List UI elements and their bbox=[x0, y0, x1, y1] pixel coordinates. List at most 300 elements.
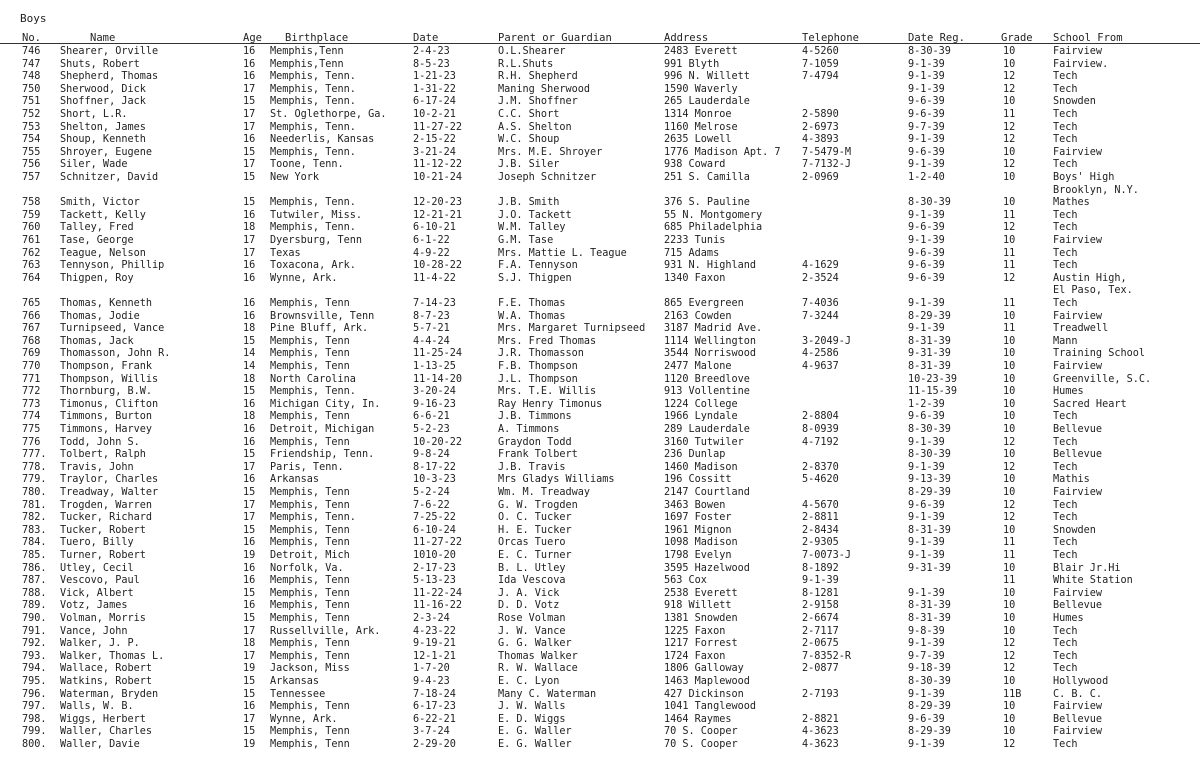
row-number: 776 bbox=[22, 436, 41, 448]
birthplace: Memphis,Tenn bbox=[270, 46, 344, 57]
birth-date: 11-4-22 bbox=[413, 272, 456, 284]
date-registered: 9-6-39 bbox=[908, 260, 945, 272]
parent-guardian: Orcas Tuero bbox=[498, 537, 566, 549]
parent-guardian: Mrs. Margaret Turnipseed bbox=[498, 323, 646, 335]
row-number: 757 bbox=[22, 172, 41, 183]
parent-guardian: O.L.Shearer bbox=[498, 46, 566, 57]
row-number: 792. bbox=[22, 638, 47, 650]
school-from: Sacred Heart bbox=[1053, 398, 1127, 410]
grade: 10 bbox=[1003, 398, 1016, 410]
address: 1697 Foster bbox=[664, 512, 732, 524]
grade: 10 bbox=[1003, 701, 1016, 713]
parent-guardian: J. W. Walls bbox=[498, 701, 566, 713]
row-number: 786. bbox=[22, 562, 47, 574]
birth-date: 1-31-22 bbox=[413, 83, 456, 95]
grade: 11 bbox=[1003, 260, 1016, 272]
birth-date: 2-15-22 bbox=[413, 134, 456, 146]
grade: 11 bbox=[1003, 209, 1016, 221]
school-from: Fairview bbox=[1053, 235, 1103, 246]
age: 17 bbox=[243, 499, 256, 511]
age: 16 bbox=[243, 474, 256, 486]
address: 1225 Faxon bbox=[664, 625, 726, 637]
birthplace: Memphis, Tenn. bbox=[270, 146, 356, 158]
age: 17 bbox=[243, 235, 256, 246]
grade: 12 bbox=[1003, 499, 1016, 511]
parent-guardian: Joseph Schnitzer bbox=[498, 172, 597, 183]
address: 196 Cossitt bbox=[664, 474, 732, 486]
birthplace: Memphis, Tenn bbox=[270, 487, 350, 498]
parent-guardian: O. C. Tucker bbox=[498, 512, 572, 524]
row-number: 746 bbox=[22, 46, 41, 57]
parent-guardian: E. C. Turner bbox=[498, 550, 572, 561]
birth-date: 2-3-24 bbox=[413, 613, 450, 624]
telephone: 2-0969 bbox=[802, 172, 839, 183]
telephone: 3-2049-J bbox=[802, 335, 852, 347]
grade: 11 bbox=[1003, 575, 1016, 587]
parent-guardian: Graydon Todd bbox=[498, 436, 572, 448]
row-number: 793. bbox=[22, 650, 47, 662]
grade: 12 bbox=[1003, 159, 1016, 171]
birthplace: North Carolina bbox=[270, 373, 356, 385]
age: 16 bbox=[243, 600, 256, 612]
grade: 10 bbox=[1003, 58, 1016, 70]
telephone: 7-3244 bbox=[802, 310, 839, 322]
birth-date: 11-27-22 bbox=[413, 121, 463, 133]
date-registered: 9-1-39 bbox=[908, 298, 945, 309]
address: 996 N. Willett bbox=[664, 71, 750, 83]
age: 16 bbox=[243, 398, 256, 410]
student-name: Turner, Robert bbox=[60, 550, 146, 561]
birth-date: 10-28-22 bbox=[413, 260, 463, 272]
address: 1381 Snowden bbox=[664, 613, 738, 624]
grade: 12 bbox=[1003, 461, 1016, 473]
birthplace: Toxacona, Ark. bbox=[270, 260, 356, 272]
date-registered: 8-30-39 bbox=[908, 676, 951, 687]
row-number: 791. bbox=[22, 625, 47, 637]
age: 16 bbox=[243, 134, 256, 146]
school-from: Bellevue bbox=[1053, 713, 1103, 725]
row-number: 773 bbox=[22, 398, 41, 410]
age: 17 bbox=[243, 625, 256, 637]
student-name: Shepherd, Thomas bbox=[60, 71, 159, 83]
row-number: 797. bbox=[22, 701, 47, 713]
student-name: Vescovo, Paul bbox=[60, 575, 140, 587]
row-number: 760 bbox=[22, 222, 41, 234]
date-registered: 8-31-39 bbox=[908, 361, 951, 372]
school-from: Tech bbox=[1053, 739, 1078, 750]
birth-date: 12-1-21 bbox=[413, 650, 456, 662]
telephone: 4-3893 bbox=[802, 134, 839, 146]
date-registered: 9-31-39 bbox=[908, 348, 951, 360]
birth-date: 10-20-22 bbox=[413, 436, 463, 448]
header-birthplace: Birthplace bbox=[285, 32, 349, 44]
parent-guardian: C.C. Short bbox=[498, 109, 560, 120]
address: 3463 Bowen bbox=[664, 499, 726, 511]
table-row bbox=[0, 587, 1200, 600]
student-name: Travis, John bbox=[60, 461, 134, 473]
header-name: Name bbox=[90, 32, 116, 44]
school-from: C. B. C. bbox=[1053, 688, 1103, 700]
age: 14 bbox=[243, 361, 256, 372]
header-school-from: School From bbox=[1053, 32, 1123, 44]
date-registered: 8-31-39 bbox=[908, 524, 951, 536]
date-registered: 9-1-39 bbox=[908, 739, 945, 750]
table-row bbox=[0, 347, 1200, 360]
row-number: 763 bbox=[22, 260, 41, 272]
school-from: Fairview bbox=[1053, 146, 1103, 158]
row-number: 790. bbox=[22, 613, 47, 624]
address: 55 N. Montgomery bbox=[664, 209, 763, 221]
birth-date: 11-22-24 bbox=[413, 587, 463, 599]
grade: 12 bbox=[1003, 650, 1016, 662]
grade: 10 bbox=[1003, 373, 1016, 385]
age: 15 bbox=[243, 449, 256, 461]
table-row bbox=[0, 247, 1200, 260]
address: 1961 Mignon bbox=[664, 524, 732, 536]
table-row bbox=[0, 373, 1200, 386]
age: 15 bbox=[243, 676, 256, 687]
school-from: Training School bbox=[1053, 348, 1146, 360]
school-from: Fairview bbox=[1053, 310, 1103, 322]
parent-guardian: J.M. Shoffner bbox=[498, 96, 578, 108]
school-from: Humes bbox=[1053, 613, 1084, 624]
date-registered: 1-2-40 bbox=[908, 172, 945, 183]
grade: 11 bbox=[1003, 537, 1016, 549]
student-name: Tucker, Robert bbox=[60, 524, 146, 536]
table-row bbox=[0, 158, 1200, 171]
row-number: 758 bbox=[22, 197, 41, 209]
row-number: 795. bbox=[22, 676, 47, 687]
grade: 10 bbox=[1003, 625, 1016, 637]
birth-date: 8-5-23 bbox=[413, 58, 450, 70]
date-registered: 9-1-39 bbox=[908, 550, 945, 561]
student-name: Shearer, Orville bbox=[60, 46, 159, 57]
birth-date: 5-13-23 bbox=[413, 575, 456, 587]
header-grade: Grade bbox=[1001, 32, 1033, 44]
table-row bbox=[0, 322, 1200, 335]
row-number: 752 bbox=[22, 109, 41, 120]
row-number: 781. bbox=[22, 499, 47, 511]
telephone: 9-1-39 bbox=[802, 575, 839, 587]
school-from-continued: El Paso, Tex. bbox=[1053, 285, 1133, 297]
birth-date: 3-7-24 bbox=[413, 726, 450, 738]
parent-guardian: E. C. Lyon bbox=[498, 676, 560, 687]
parent-guardian: J.O. Tackett bbox=[498, 209, 572, 221]
address: 563 Cox bbox=[664, 575, 707, 587]
row-number: 761 bbox=[22, 235, 41, 246]
birthplace: Memphis, Tenn bbox=[270, 361, 350, 372]
age: 16 bbox=[243, 575, 256, 587]
row-number: 770 bbox=[22, 361, 41, 372]
grade: 10 bbox=[1003, 676, 1016, 687]
date-registered: 1-2-39 bbox=[908, 398, 945, 410]
age: 17 bbox=[243, 650, 256, 662]
row-number: 750 bbox=[22, 83, 41, 95]
parent-guardian: E. D. Wiggs bbox=[498, 713, 566, 725]
birth-date: 6-22-21 bbox=[413, 713, 456, 725]
birth-date: 10-2-21 bbox=[413, 109, 456, 120]
age: 16 bbox=[243, 424, 256, 435]
age: 15 bbox=[243, 726, 256, 738]
school-from: Fairview bbox=[1053, 361, 1103, 372]
birth-date: 11-25-24 bbox=[413, 348, 463, 360]
table-row bbox=[0, 259, 1200, 272]
birthplace: Memphis, Tenn. bbox=[270, 386, 356, 398]
age: 14 bbox=[243, 348, 256, 360]
telephone: 2-5890 bbox=[802, 109, 839, 120]
telephone: 2-8821 bbox=[802, 713, 839, 725]
date-registered: 9-6-39 bbox=[908, 499, 945, 511]
birthplace: Toone, Tenn. bbox=[270, 159, 344, 171]
address: 1120 Breedlove bbox=[664, 373, 750, 385]
school-from: Tech bbox=[1053, 663, 1078, 675]
age: 15 bbox=[243, 613, 256, 624]
telephone: 5-4620 bbox=[802, 474, 839, 486]
birthplace: Norfolk, Va. bbox=[270, 562, 344, 574]
birthplace: Memphis, Tenn bbox=[270, 537, 350, 549]
school-from: Tech bbox=[1053, 260, 1078, 272]
header-telephone: Telephone bbox=[802, 32, 859, 44]
telephone: 4-5670 bbox=[802, 499, 839, 511]
grade: 10 bbox=[1003, 361, 1016, 372]
student-name: Tennyson, Phillip bbox=[60, 260, 165, 272]
table-row bbox=[0, 146, 1200, 159]
address: 1041 Tanglewood bbox=[664, 701, 757, 713]
birthplace: Dyersburg, Tenn bbox=[270, 235, 363, 246]
school-from: Tech bbox=[1053, 222, 1078, 234]
birthplace: Memphis, Tenn bbox=[270, 726, 350, 738]
age: 15 bbox=[243, 96, 256, 108]
row-number: 766 bbox=[22, 310, 41, 322]
student-name: Thomas, Jack bbox=[60, 335, 134, 347]
birth-date: 5-2-23 bbox=[413, 424, 450, 435]
grade: 12 bbox=[1003, 436, 1016, 448]
parent-guardian: Mrs. T.E. Willis bbox=[498, 386, 597, 398]
birthplace: Paris, Tenn. bbox=[270, 461, 344, 473]
student-name: Shuts, Robert bbox=[60, 58, 140, 70]
table-row bbox=[0, 738, 1200, 751]
header-rule bbox=[0, 43, 1200, 44]
school-from: Boys' High bbox=[1053, 172, 1115, 183]
address: 427 Dickinson bbox=[664, 688, 744, 700]
row-number: 762 bbox=[22, 247, 41, 259]
birthplace: Memphis, Tenn bbox=[270, 411, 350, 423]
age: 16 bbox=[243, 562, 256, 574]
birth-date: 9-16-23 bbox=[413, 398, 456, 410]
birthplace: Memphis, Tenn bbox=[270, 613, 350, 624]
parent-guardian: J.B. Travis bbox=[498, 461, 566, 473]
row-number: 777. bbox=[22, 449, 47, 461]
school-from: Treadwell bbox=[1053, 323, 1109, 335]
telephone: 2-8434 bbox=[802, 524, 839, 536]
school-continuation-row bbox=[0, 184, 1200, 197]
address: 251 S. Camilla bbox=[664, 172, 750, 183]
parent-guardian: E. G. Waller bbox=[498, 739, 572, 750]
grade: 10 bbox=[1003, 310, 1016, 322]
birthplace: Detroit, Michigan bbox=[270, 424, 375, 435]
table-row bbox=[0, 486, 1200, 499]
date-registered: 9-1-39 bbox=[908, 83, 945, 95]
table-row bbox=[0, 121, 1200, 134]
birth-date: 6-10-21 bbox=[413, 222, 456, 234]
student-name: Utley, Cecil bbox=[60, 562, 134, 574]
date-registered: 8-31-39 bbox=[908, 335, 951, 347]
student-name: Thigpen, Roy bbox=[60, 272, 134, 284]
school-from: Fairview bbox=[1053, 701, 1103, 713]
grade: 12 bbox=[1003, 222, 1016, 234]
student-name: Trogden, Warren bbox=[60, 499, 153, 511]
school-from: Tech bbox=[1053, 512, 1078, 524]
date-registered: 9-1-39 bbox=[908, 58, 945, 70]
student-name: Siler, Wade bbox=[60, 159, 128, 171]
table-row bbox=[0, 675, 1200, 688]
address: 865 Evergreen bbox=[664, 298, 744, 309]
parent-guardian: Ray Henry Timonus bbox=[498, 398, 603, 410]
table-row bbox=[0, 272, 1200, 285]
grade: 10 bbox=[1003, 600, 1016, 612]
school-from: Tech bbox=[1053, 537, 1078, 549]
table-row bbox=[0, 473, 1200, 486]
birthplace: Arkansas bbox=[270, 474, 320, 486]
age: 16 bbox=[243, 260, 256, 272]
student-name: Timmons, Harvey bbox=[60, 424, 153, 435]
age: 16 bbox=[243, 310, 256, 322]
grade: 10 bbox=[1003, 197, 1016, 209]
date-registered: 9-1-39 bbox=[908, 587, 945, 599]
school-from: Mathes bbox=[1053, 197, 1090, 209]
telephone: 4-5260 bbox=[802, 46, 839, 57]
student-name: Timonus, Clifton bbox=[60, 398, 159, 410]
student-name: Thomas, Jodie bbox=[60, 310, 140, 322]
table-row bbox=[0, 360, 1200, 373]
table-row bbox=[0, 625, 1200, 638]
student-name: Sherwood, Dick bbox=[60, 83, 146, 95]
birth-date: 1-21-23 bbox=[413, 71, 456, 83]
birthplace: Russellville, Ark. bbox=[270, 625, 381, 637]
parent-guardian: A. Timmons bbox=[498, 424, 560, 435]
address: 1460 Madison bbox=[664, 461, 738, 473]
date-registered: 9-1-39 bbox=[908, 209, 945, 221]
school-from: Bellevue bbox=[1053, 449, 1103, 461]
age: 15 bbox=[243, 335, 256, 347]
address: 1806 Galloway bbox=[664, 663, 744, 675]
table-row bbox=[0, 221, 1200, 234]
address: 289 Lauderdale bbox=[664, 424, 750, 435]
birthplace: Memphis, Tenn bbox=[270, 335, 350, 347]
school-from: Austin High, bbox=[1053, 272, 1127, 284]
row-number: 780. bbox=[22, 487, 47, 498]
age: 16 bbox=[243, 209, 256, 221]
school-from: Fairview bbox=[1053, 587, 1103, 599]
address: 1590 Waverly bbox=[664, 83, 738, 95]
school-from: Tech bbox=[1053, 650, 1078, 662]
grade: 10 bbox=[1003, 424, 1016, 435]
age: 15 bbox=[243, 587, 256, 599]
address: 2163 Cowden bbox=[664, 310, 732, 322]
school-from: Tech bbox=[1053, 625, 1078, 637]
date-registered: 9-6-39 bbox=[908, 146, 945, 158]
address: 3160 Tutwiler bbox=[664, 436, 744, 448]
age: 15 bbox=[243, 197, 256, 209]
table-row bbox=[0, 574, 1200, 587]
table-row bbox=[0, 234, 1200, 247]
telephone: 2-9158 bbox=[802, 600, 839, 612]
school-from: Fairview bbox=[1053, 487, 1103, 498]
row-number: 784. bbox=[22, 537, 47, 549]
birth-date: 1-7-20 bbox=[413, 663, 450, 675]
birthplace: Wynne, Ark. bbox=[270, 272, 338, 284]
student-name: Watkins, Robert bbox=[60, 676, 153, 687]
date-registered: 8-30-39 bbox=[908, 424, 951, 435]
date-registered: 8-30-39 bbox=[908, 46, 951, 57]
school-from: Mann bbox=[1053, 335, 1078, 347]
table-row bbox=[0, 700, 1200, 713]
telephone: 4-3623 bbox=[802, 726, 839, 738]
parent-guardian: Mrs Gladys Williams bbox=[498, 474, 615, 486]
date-registered: 9-1-39 bbox=[908, 638, 945, 650]
row-number: 769 bbox=[22, 348, 41, 360]
birthplace: Texas bbox=[270, 247, 301, 259]
birth-date: 6-17-24 bbox=[413, 96, 456, 108]
parent-guardian: Wm. M. Treadway bbox=[498, 487, 591, 498]
table-row bbox=[0, 196, 1200, 209]
grade: 11 bbox=[1003, 550, 1016, 561]
birth-date: 1010-20 bbox=[413, 550, 456, 561]
student-name: Waller, Charles bbox=[60, 726, 153, 738]
parent-guardian: G. W. Trogden bbox=[498, 499, 578, 511]
telephone: 7-5479-M bbox=[802, 146, 852, 158]
student-name: Walker, J. P. bbox=[60, 638, 140, 650]
age: 17 bbox=[243, 713, 256, 725]
grade: 11B bbox=[1003, 688, 1022, 700]
student-name: Thompson, Willis bbox=[60, 373, 159, 385]
grade: 11 bbox=[1003, 109, 1016, 120]
address: 3187 Madrid Ave. bbox=[664, 323, 763, 335]
date-registered: 9-1-39 bbox=[908, 71, 945, 83]
parent-guardian: J.B. Smith bbox=[498, 197, 560, 209]
telephone: 2-7117 bbox=[802, 625, 839, 637]
parent-guardian: J.B. Siler bbox=[498, 159, 560, 171]
parent-guardian: J.L. Thompson bbox=[498, 373, 578, 385]
birth-date: 4-4-24 bbox=[413, 335, 450, 347]
row-number: 768 bbox=[22, 335, 41, 347]
birth-date: 8-7-23 bbox=[413, 310, 450, 322]
table-row bbox=[0, 448, 1200, 461]
birth-date: 4-23-22 bbox=[413, 625, 456, 637]
birth-date: 6-17-23 bbox=[413, 701, 456, 713]
row-number: 765 bbox=[22, 298, 41, 309]
age: 16 bbox=[243, 71, 256, 83]
school-from: Blair Jr.Hi bbox=[1053, 562, 1121, 574]
grade: 10 bbox=[1003, 235, 1016, 246]
birthplace: Tennessee bbox=[270, 688, 326, 700]
row-number: 756 bbox=[22, 159, 41, 171]
age: 15 bbox=[243, 172, 256, 183]
table-row bbox=[0, 385, 1200, 398]
age: 19 bbox=[243, 663, 256, 675]
telephone: 8-1892 bbox=[802, 562, 839, 574]
birthplace: Memphis, Tenn. bbox=[270, 197, 356, 209]
table-row bbox=[0, 310, 1200, 323]
school-from: Tech bbox=[1053, 638, 1078, 650]
age: 17 bbox=[243, 83, 256, 95]
age: 18 bbox=[243, 373, 256, 385]
parent-guardian: H. E. Tucker bbox=[498, 524, 572, 536]
telephone: 4-9637 bbox=[802, 361, 839, 372]
address: 1114 Wellington bbox=[664, 335, 757, 347]
birthplace: Memphis, Tenn. bbox=[270, 83, 356, 95]
telephone: 2-0675 bbox=[802, 638, 839, 650]
